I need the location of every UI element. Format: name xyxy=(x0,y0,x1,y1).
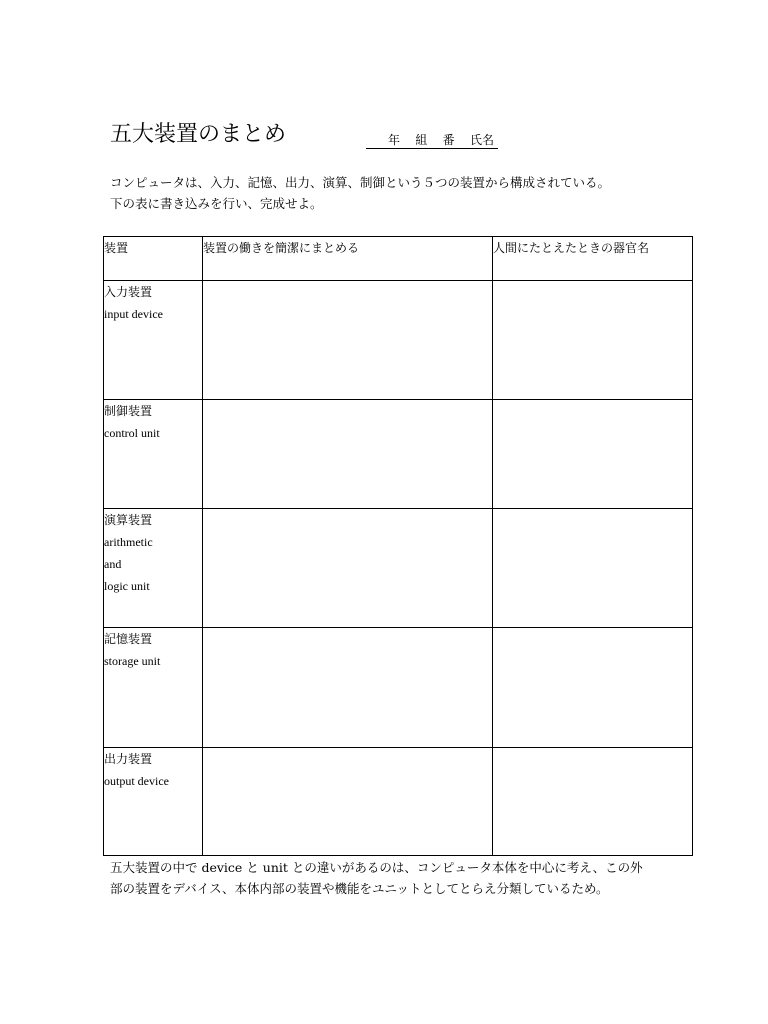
work-answer-cell[interactable] xyxy=(203,281,493,400)
table-row-arithmetic xyxy=(104,509,693,628)
device-name-jp: 入力装置 xyxy=(104,285,153,299)
table-row-control xyxy=(104,400,693,509)
device-name-en: arithmetic xyxy=(104,535,153,549)
header-device: 装置 xyxy=(104,237,203,281)
device-cell xyxy=(104,628,203,748)
class-label: 組 xyxy=(415,133,428,147)
work-answer-cell[interactable] xyxy=(203,628,493,748)
table-header-row xyxy=(104,237,693,281)
table-row-output xyxy=(104,748,693,856)
work-answer-cell[interactable] xyxy=(203,509,493,628)
device-name-jp: 演算装置 xyxy=(104,513,153,527)
table-row-storage xyxy=(104,628,693,748)
device-cell xyxy=(104,509,203,628)
organ-answer-cell[interactable] xyxy=(493,509,693,628)
device-name-en: logic unit xyxy=(104,579,150,593)
device-name-jp: 記憶装置 xyxy=(104,632,153,646)
work-answer-cell[interactable] xyxy=(203,748,493,856)
footer-note xyxy=(110,857,643,899)
device-name-jp: 制御装置 xyxy=(104,404,153,418)
device-cell xyxy=(104,400,203,509)
summary-table xyxy=(103,236,693,856)
device-name-en: storage unit xyxy=(104,654,161,668)
header-work: 装置の働きを簡潔にまとめる xyxy=(203,237,493,281)
organ-answer-cell[interactable] xyxy=(493,400,693,509)
table-row-input xyxy=(104,281,693,400)
device-name-jp: 出力装置 xyxy=(104,752,153,766)
device-name-en: input device xyxy=(104,307,163,321)
footer-line: 部の装置をデバイス、本体内部の装置や機能をユニットとしてとらえ分類しているため。 xyxy=(110,881,609,896)
number-label: 番 xyxy=(442,133,455,147)
intro-line: 下の表に書き込みを行い、完成せよ。 xyxy=(110,196,323,211)
device-name-en: and xyxy=(104,557,122,571)
organ-answer-cell[interactable] xyxy=(493,281,693,400)
organ-answer-cell[interactable] xyxy=(493,628,693,748)
name-label: 氏名 xyxy=(469,133,494,147)
footer-line: 五大装置の中で device と unit との違いがあるのは、コンピュータ本体を中心に考え、この外 xyxy=(110,860,643,875)
intro-text xyxy=(110,172,610,214)
intro-line: コンピュータは、入力、記憶、出力、演算、制御という５つの装置から構成されている。 xyxy=(110,175,611,190)
year-label: 年 xyxy=(388,133,401,147)
organ-answer-cell[interactable] xyxy=(493,748,693,856)
device-name-en: control unit xyxy=(104,426,160,440)
student-info-line[interactable] xyxy=(366,132,498,149)
device-cell xyxy=(104,281,203,400)
device-name-en: output device xyxy=(104,774,169,788)
work-answer-cell[interactable] xyxy=(203,400,493,509)
device-cell xyxy=(104,748,203,856)
worksheet-title: 五大装置のまとめ xyxy=(110,122,287,147)
header-organ: 人間にたとえたときの器官名 xyxy=(493,237,693,281)
